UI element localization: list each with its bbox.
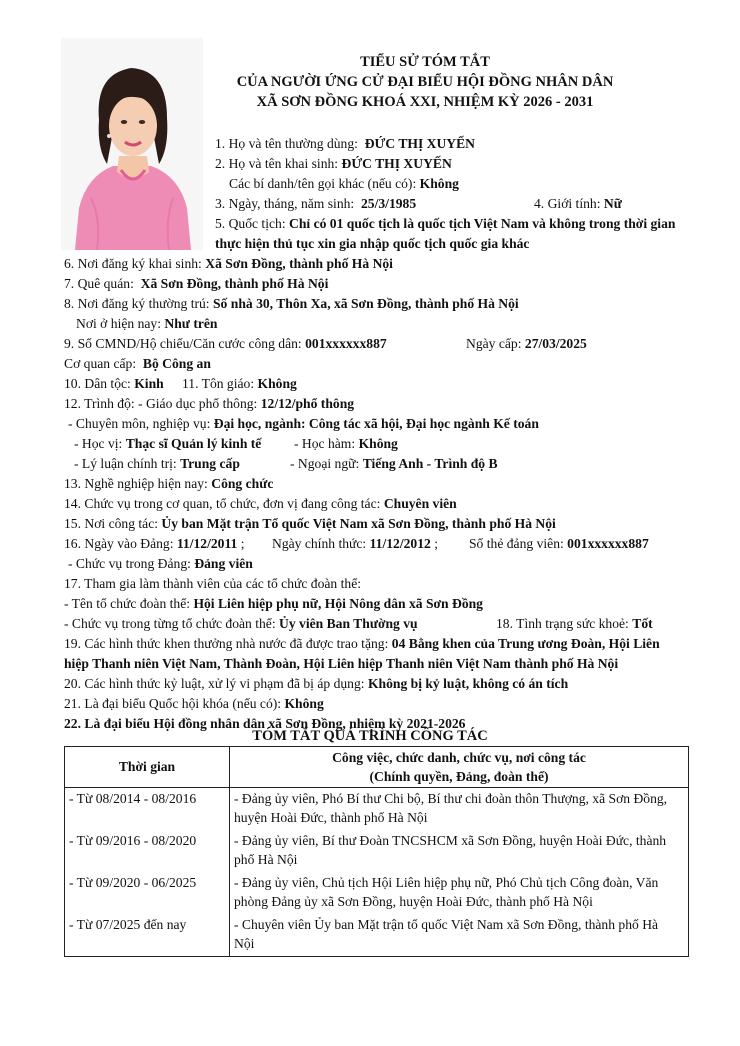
row-time: - Từ 09/2020 - 06/2025	[65, 872, 230, 914]
col-time: Thời gian	[65, 747, 230, 788]
field-awards: 19. Các hình thức khen thưởng nhà nước đã được trao tặng: 04 Bằng khen của Trung ương Đoàn, Hội Liên	[64, 636, 660, 651]
doc-title: TIỂU SỬ TÓM TẮT	[360, 54, 490, 70]
row-work: - Đảng ủy viên, Phó Bí thư Chi bộ, Bí thư chi đoàn thôn Thượng, xã Sơn Đồng, huyện Hoài Đức, thành phố Hà Nội	[230, 788, 689, 831]
field-organizations-heading: 17. Tham gia làm thành viên của các tổ chức đoàn thể:	[64, 576, 362, 591]
field-organization-names: - Tên tổ chức đoàn thể: Hội Liên hiệp phụ nữ, Hội Nông dân xã Sơn Đồng	[64, 596, 483, 611]
table-row	[65, 914, 689, 957]
field-birth-date: 3. Ngày, tháng, năm sinh: 25/3/1985	[215, 196, 417, 211]
field-nationality: 5. Quốc tịch: Chỉ có 01 quốc tịch là quốc tịch Việt Nam và không trong thời gian	[215, 216, 676, 231]
field-education: 12. Trình độ: - Giáo dục phổ thông: 12/12/phổ thông	[64, 396, 355, 411]
field-degree: - Học vị: Thạc sĩ Quản lý kinh tế	[74, 436, 262, 451]
field-religion: 11. Tôn giáo: Không	[182, 376, 297, 391]
field-hometown: 7. Quê quán: Xã Sơn Đồng, thành phố Hà Nội	[64, 276, 329, 291]
field-national-assembly: 21. Là đại biểu Quốc hội khóa (nếu có): Không	[64, 696, 324, 711]
field-permanent-address: 8. Nơi đăng ký thường trú: Số nhà 30, Thôn Xa, xã Sơn Đồng, thành phố Hà Nội	[64, 296, 519, 311]
row-work: - Đảng ủy viên, Bí thư Đoàn TNCSHCM xã Sơn Đồng, huyện Hoài Đức, thành phố Hà Nội	[230, 830, 689, 872]
row-work: - Chuyên viên Ủy ban Mặt trận tổ quốc Việt Nam xã Sơn Đồng, thành phố Hà Nội	[230, 914, 689, 957]
field-ethnicity: 10. Dân tộc: Kinh	[64, 376, 164, 391]
portrait-photo	[61, 38, 203, 250]
field-foreign-language: - Ngoại ngữ: Tiếng Anh - Trình độ B	[290, 456, 498, 471]
field-birth-name: 2. Họ và tên khai sinh: ĐỨC THỊ XUYẾN	[215, 156, 452, 171]
doc-term: XÃ SƠN ĐỒNG KHOÁ XXI, NHIỆM KỲ 2026 - 2031	[256, 94, 594, 110]
field-academic-rank: - Học hàm: Không	[294, 436, 398, 451]
field-party-card: Số thẻ đảng viên: 001xxxxxx887	[469, 536, 649, 551]
col-work	[230, 747, 689, 788]
field-party-official-date: Ngày chính thức: 11/12/2012 ;	[272, 536, 438, 551]
table-row	[65, 830, 689, 872]
field-health: 18. Tình trạng sức khoẻ: Tốt	[496, 616, 653, 631]
row-time: - Từ 09/2016 - 08/2020	[65, 830, 230, 872]
field-id-number: 9. Số CMND/Hộ chiếu/Căn cước công dân: 001xxxxxx887	[64, 336, 387, 351]
field-major: - Chuyên môn, nghiệp vụ: Đại học, ngành: Công tác xã hội, Đại học ngành Kế toán	[68, 416, 539, 431]
field-gender: 4. Giới tính: Nữ	[534, 196, 622, 211]
table-row	[65, 872, 689, 914]
field-party-join-date: 16. Ngày vào Đảng: 11/12/2011 ;	[64, 536, 245, 551]
field-party-role: - Chức vụ trong Đảng: Đảng viên	[68, 556, 253, 571]
field-alias: Các bí danh/tên gọi khác (nếu có): Không	[229, 176, 459, 191]
field-organization-role: - Chức vụ trong từng tổ chức đoàn thể: Ủy viên Ban Thường vụ	[64, 616, 418, 631]
field-political-theory: - Lý luận chính trị: Trung cấp	[74, 456, 240, 471]
col-work-line2: (Chính quyền, Đảng, đoàn thể)	[369, 769, 549, 784]
field-awards-cont: hiệp Thanh niên Việt Nam, Thành Đoàn, Hội Liên hiệp Thanh niên Việt Nam thành phố Hà Nội	[64, 656, 619, 671]
field-nationality-cont: thực hiện thủ tục xin gia nhập quốc tịch quốc gia khác	[215, 236, 530, 251]
doc-subtitle: CỦA NGƯỜI ỨNG CỬ ĐẠI BIỂU HỘI ĐỒNG NHÂN DÂN	[236, 74, 614, 90]
field-id-issuer: Cơ quan cấp: Bộ Công an	[64, 356, 211, 371]
field-current-residence: Nơi ở hiện nay: Như trên	[76, 316, 218, 331]
table-row	[65, 788, 689, 831]
row-time: - Từ 08/2014 - 08/2016	[65, 788, 230, 831]
row-work: - Đảng ủy viên, Chủ tịch Hội Liên hiệp phụ nữ, Phó Chủ tịch Công đoàn, Văn phòng Đảng ủy xã Sơn Đồng, huyện Hoài Đức, thành phố Hà Nội	[230, 872, 689, 914]
career-title: TÓM TẮT QUÁ TRÌNH CÔNG TÁC	[252, 728, 488, 744]
field-id-date: Ngày cấp: 27/03/2025	[466, 336, 587, 351]
career-table-header	[65, 747, 689, 788]
row-time: - Từ 07/2025 đến nay	[65, 914, 230, 957]
field-occupation: 13. Nghề nghiệp hiện nay: Công chức	[64, 476, 274, 491]
field-position: 14. Chức vụ trong cơ quan, tổ chức, đơn vị đang công tác: Chuyên viên	[64, 496, 457, 511]
field-council-delegate: 22. Là đại biểu Hội đồng nhân dân xã Sơn Đồng, nhiệm kỳ 2021-2026	[64, 716, 466, 731]
field-common-name: 1. Họ và tên thường dùng: ĐỨC THỊ XUYẾN	[215, 136, 476, 151]
field-birth-registration: 6. Nơi đăng ký khai sinh: Xã Sơn Đồng, thành phố Hà Nội	[64, 256, 393, 271]
col-work-line1: Công việc, chức danh, chức vụ, nơi công tác	[332, 750, 586, 765]
field-workplace: 15. Nơi công tác: Ủy ban Mặt trận Tổ quốc Việt Nam xã Sơn Đồng, thành phố Hà Nội	[64, 516, 556, 531]
career-table	[64, 746, 689, 957]
field-discipline: 20. Các hình thức kỷ luật, xử lý vi phạm đã bị áp dụng: Không bị kỷ luật, không có án tích	[64, 676, 569, 691]
